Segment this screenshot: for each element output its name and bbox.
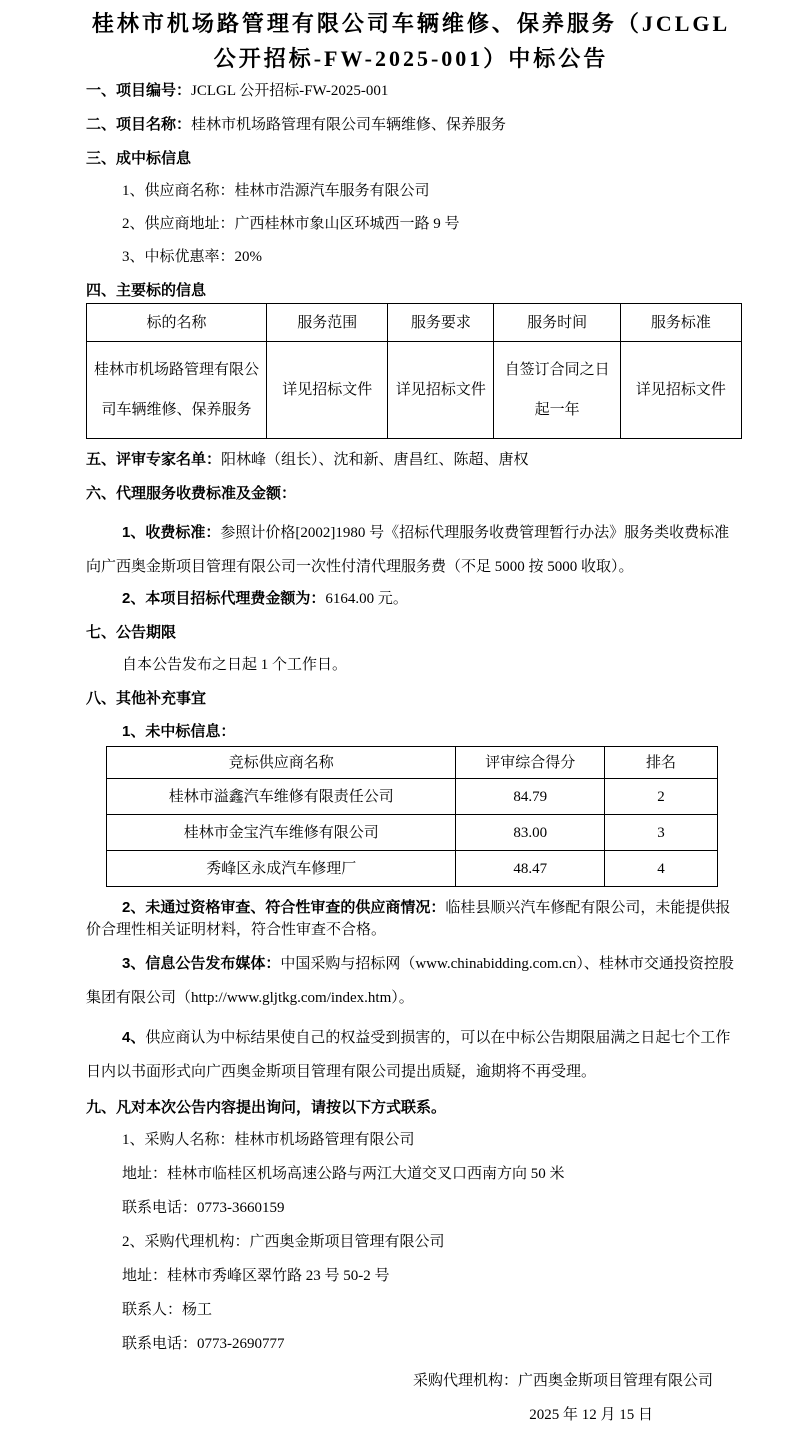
bid-col-supplier: 竞标供应商名称 bbox=[107, 747, 456, 779]
disqualified-supplier-text: 临桂县顺兴汽车修配有限公司，未能提供报价合理性相关证明材料，符合性审查不合格。 bbox=[86, 900, 731, 938]
title-line-2: 公开招标-FW-2025-001）中标公告 bbox=[213, 46, 609, 71]
subject-col-standard: 服务标准 bbox=[620, 304, 741, 342]
section-award-info-heading: 三、成中标信息 bbox=[86, 150, 192, 167]
purchaser-address: 地址：桂林市临桂区机场高速公路与两江大道交叉口西南方向 50 米 bbox=[122, 1166, 565, 1182]
bid-score-cell: 83.00 bbox=[456, 815, 604, 851]
award-supplier-address: 2、供应商地址：广西桂林市象山区环城西一路 9 号 bbox=[122, 216, 460, 232]
subject-table-header-row bbox=[87, 304, 742, 342]
subject-requirement-cell: 详见招标文件 bbox=[388, 342, 494, 439]
purchaser-name: 1、采购人名称：桂林市机场路管理有限公司 bbox=[122, 1132, 415, 1148]
bid-score-cell: 48.47 bbox=[456, 851, 604, 887]
fee-standard-text: 参照计价格[2002]1980 号《招标代理服务收费管理暂行办法》服务类收费标准向广西奥金斯项目管理有限公司一次性付清代理服务费（不足 5000 按 5000 收取）。 bbox=[86, 525, 730, 575]
award-supplier-name: 1、供应商名称：桂林市浩源汽车服务有限公司 bbox=[122, 183, 430, 199]
agency-phone: 联系电话：0773-2690777 bbox=[122, 1336, 285, 1352]
bid-table-row bbox=[107, 851, 718, 887]
agency-name: 2、采购代理机构：广西奥金斯项目管理有限公司 bbox=[122, 1234, 445, 1250]
signature-date: 2025 年 12 月 15 日 bbox=[529, 1407, 653, 1423]
agency-contact-person: 联系人：杨工 bbox=[122, 1302, 213, 1318]
bid-supplier-cell: 桂林市溢鑫汽车维修有限责任公司 bbox=[107, 779, 456, 815]
project-name-label: 二、项目名称： bbox=[86, 116, 192, 133]
bid-col-rank: 排名 bbox=[604, 747, 717, 779]
fee-amount-text: 6164.00 元。 bbox=[325, 591, 408, 607]
contact-block bbox=[86, 1130, 736, 1355]
bid-rank-cell: 3 bbox=[604, 815, 717, 851]
experts-label: 五、评审专家名单： bbox=[86, 451, 222, 468]
award-discount-rate: 3、中标优惠率：20% bbox=[122, 249, 262, 265]
purchaser-phone: 联系电话：0773-3660159 bbox=[122, 1200, 285, 1216]
project-number-value: JCLGL 公开招标-FW-2025-001 bbox=[191, 83, 389, 99]
objection-paragraph bbox=[86, 1021, 736, 1089]
bid-score-cell: 84.79 bbox=[456, 779, 604, 815]
section-supplementary-heading: 八、其他补充事宜 bbox=[86, 690, 207, 707]
subject-col-name: 标的名称 bbox=[87, 304, 267, 342]
publish-media-paragraph bbox=[86, 947, 736, 1015]
agency-address: 地址：桂林市秀峰区翠竹路 23 号 50-2 号 bbox=[122, 1268, 390, 1284]
notice-period-text: 自本公告发布之日起 1 个工作日。 bbox=[122, 657, 348, 673]
bid-rank-cell: 2 bbox=[604, 779, 717, 815]
subject-table-row bbox=[87, 342, 742, 439]
section-project-name bbox=[86, 114, 736, 136]
section-contact-heading: 九、凡对本次公告内容提出询问，请按以下方式联系。 bbox=[86, 1099, 447, 1116]
bid-table-header-row bbox=[107, 747, 718, 779]
subject-name-cell: 桂林市机场路管理有限公司车辆维修、保养服务 bbox=[87, 342, 267, 439]
bid-supplier-cell: 秀峰区永成汽车修理厂 bbox=[107, 851, 456, 887]
title-line-1: 桂林市机场路管理有限公司车辆维修、保养服务（JCLGL bbox=[91, 11, 731, 36]
objection-text: 供应商认为中标结果使自己的权益受到损害的，可以在中标公告期限届满之日起七个工作日内以书面形式向广西奥金斯项目管理有限公司提出质疑，逾期将不再受理。 bbox=[86, 1030, 731, 1080]
section-project-number bbox=[86, 80, 736, 102]
disqualified-supplier-label: 2、未通过资格审查、符合性审查的供应商情况： bbox=[122, 899, 446, 916]
unsuccessful-bid-label: 1、未中标信息： bbox=[122, 723, 236, 740]
disqualified-supplier-paragraph bbox=[86, 897, 736, 941]
subject-info-table bbox=[86, 303, 742, 439]
signature-agency: 采购代理机构：广西奥金斯项目管理有限公司 bbox=[412, 1373, 713, 1389]
bid-table-row bbox=[107, 779, 718, 815]
subject-scope-cell: 详见招标文件 bbox=[267, 342, 388, 439]
unsuccessful-bid-table bbox=[106, 746, 718, 887]
subject-col-time: 服务时间 bbox=[494, 304, 620, 342]
bid-table-row bbox=[107, 815, 718, 851]
fee-standard-label: 1、收费标准： bbox=[122, 524, 221, 541]
publish-media-label: 3、信息公告发布媒体： bbox=[122, 955, 281, 972]
subject-col-requirement: 服务要求 bbox=[388, 304, 494, 342]
subject-standard-cell: 详见招标文件 bbox=[620, 342, 741, 439]
section-experts bbox=[86, 449, 736, 471]
document-title bbox=[86, 6, 736, 76]
bid-col-score: 评审综合得分 bbox=[456, 747, 604, 779]
section-agency-fee-heading: 六、代理服务收费标准及金额： bbox=[86, 485, 297, 502]
experts-value: 阳林峰（组长）、沈和新、唐昌红、陈超、唐权 bbox=[221, 452, 529, 468]
subject-col-scope: 服务范围 bbox=[267, 304, 388, 342]
project-name-value: 桂林市机场路管理有限公司车辆维修、保养服务 bbox=[191, 117, 507, 133]
bid-rank-cell: 4 bbox=[604, 851, 717, 887]
fee-standard-paragraph bbox=[86, 516, 736, 584]
bid-supplier-cell: 桂林市金宝汽车维修有限公司 bbox=[107, 815, 456, 851]
section-subject-info-heading: 四、主要标的信息 bbox=[86, 282, 207, 299]
publish-media-text: 中国采购与招标网（www.chinabidding.com.cn）、桂林市交通投资控股集团有限公司（http://www.gljtkg.com/index.htm）。 bbox=[86, 956, 734, 1006]
fee-amount-paragraph bbox=[86, 588, 736, 610]
project-number-label: 一、项目编号： bbox=[86, 82, 192, 99]
fee-amount-label: 2、本项目招标代理费金额为： bbox=[122, 590, 326, 607]
objection-label: 4、 bbox=[122, 1029, 146, 1046]
section-notice-period-heading: 七、公告期限 bbox=[86, 624, 177, 641]
subject-time-cell: 自签订合同之日起一年 bbox=[494, 342, 620, 439]
